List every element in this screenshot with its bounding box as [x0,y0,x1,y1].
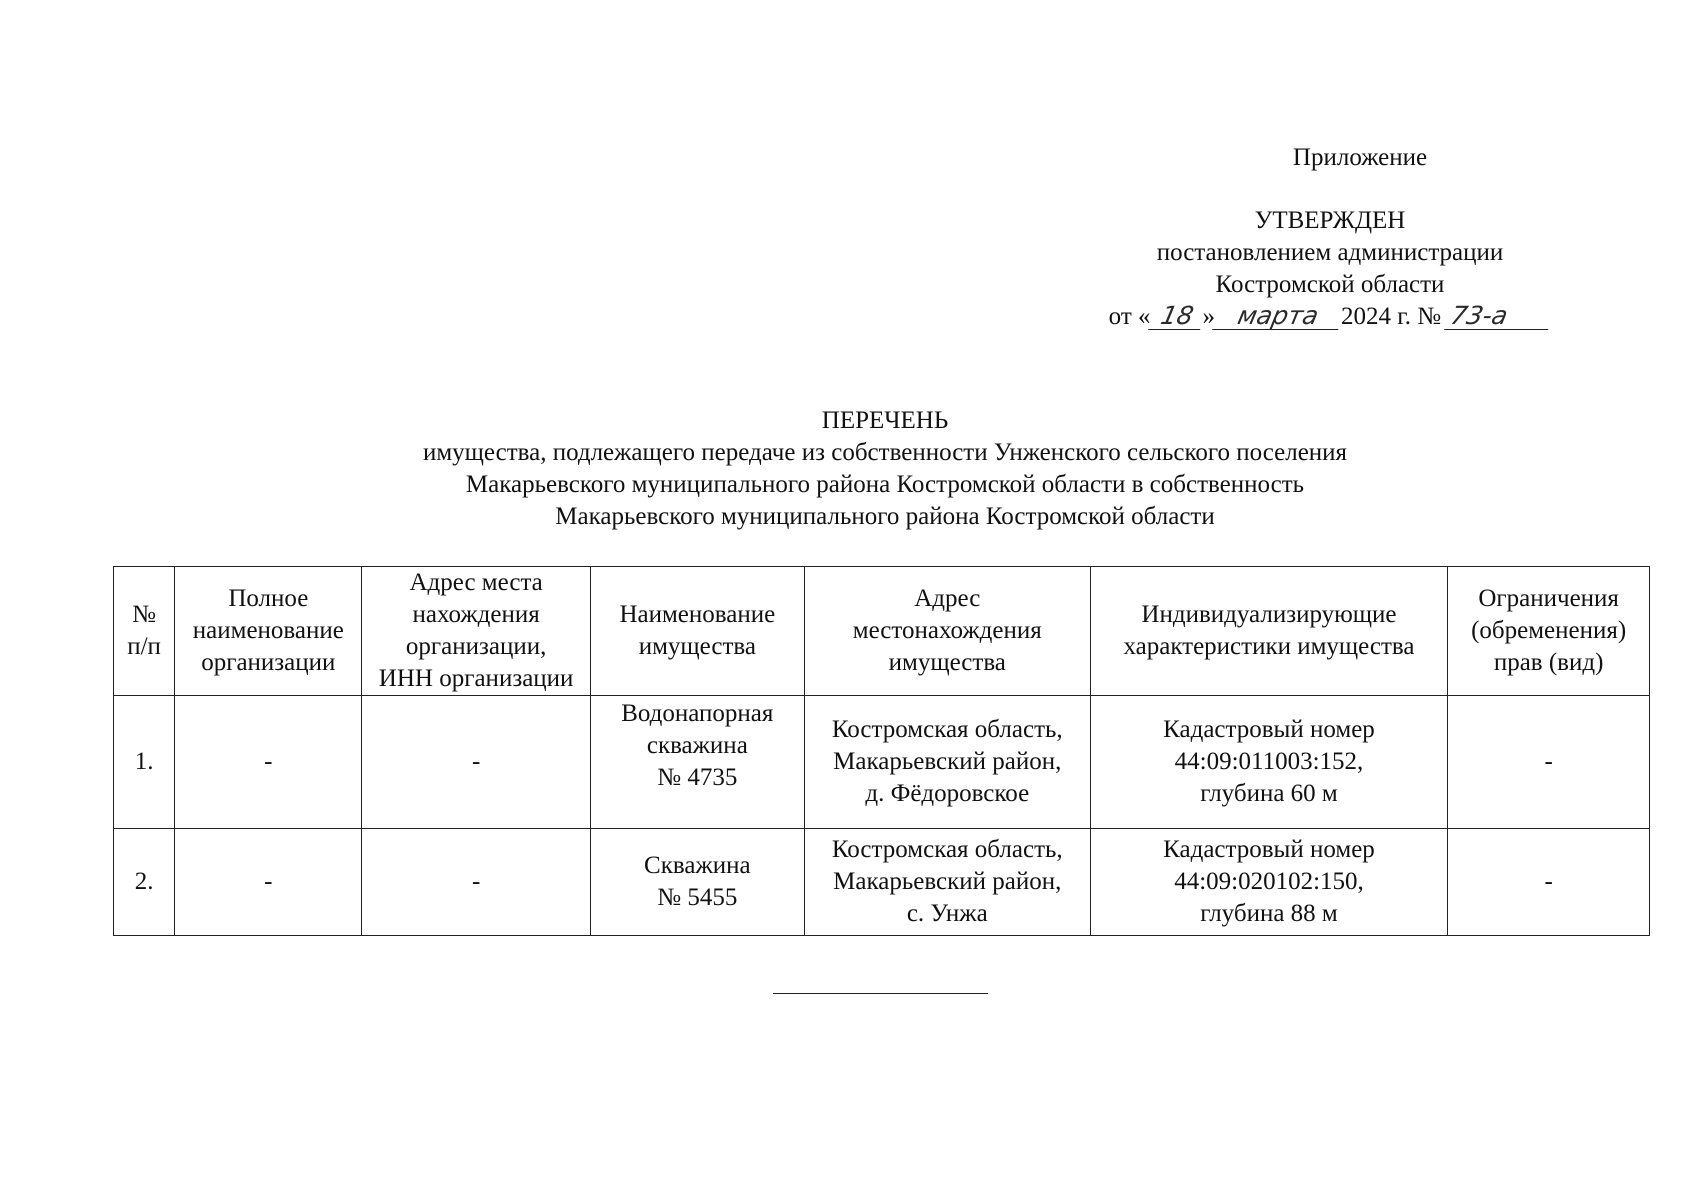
cell-org-address: - [362,829,590,936]
cell-number: 2. [114,829,175,936]
date-prefix: от « [1108,303,1151,330]
property-table [113,566,1650,936]
cell-characteristics: Кадастровый номер 44:09:020102:150, глубина 88 м [1090,829,1448,936]
cell-property-location: Костромская область, Макарьевский район, с. Унжа [804,829,1090,936]
header-encumbrance: Ограничения (обременения) прав (вид) [1448,567,1650,696]
cell-org-name: - [175,696,362,829]
title-line-3: Макарьевского муниципального района Костромской области [555,503,1215,530]
title-line-2: Макарьевского муниципального района Костромской области в собственность [465,471,1305,498]
cell-encumbrance: - [1448,696,1650,829]
header-org-address: Адрес места нахождения организации, ИНН организации [362,567,590,696]
approval-line-2: Костромской области [1215,271,1445,298]
approval-date-line [1100,301,1560,333]
cell-property-location: Костромская область, Макарьевский район, д. Фёдоровское [804,696,1090,829]
cell-org-name: - [175,829,362,936]
approval-block [1100,142,1560,333]
header-property-location: Адрес местонахождения имущества [804,567,1090,696]
header-property-name: Наименование имущества [590,567,804,696]
cell-number: 1. [114,696,175,829]
cell-org-address: - [362,696,590,829]
cell-property-name: Водонапорная скважина № 4735 [590,696,804,829]
cell-characteristics: Кадастровый номер 44:09:011003:152, глубина 60 м [1090,696,1448,829]
cell-encumbrance: - [1448,829,1650,936]
date-year: 2024 г. № [1341,303,1442,330]
table-row [114,829,1650,936]
date-mid: » [1202,303,1216,330]
title-block [0,405,1697,533]
closing-rule [773,993,988,994]
header-org-name: Полное наименование организации [175,567,362,696]
document-heading: ПЕРЕЧЕНЬ [821,407,949,434]
appendix-label: Приложение [1292,144,1428,171]
table-header-row [114,567,1650,696]
approved-label: УТВЕРЖДЕН [1254,207,1406,234]
handwritten-day: 18 [1148,303,1206,330]
header-number: № п/п [114,567,175,696]
cell-property-name: Скважина № 5455 [590,829,804,936]
table-row [114,696,1650,829]
handwritten-month: марта [1212,303,1344,330]
header-characteristics: Индивидуализирующие характеристики имущества [1090,567,1448,696]
title-line-1: имущества, подлежащего передаче из собственности Унженского сельского поселения [422,439,1348,466]
approval-line-1: постановлением администрации [1156,239,1504,266]
handwritten-number: 73-а [1444,303,1554,330]
